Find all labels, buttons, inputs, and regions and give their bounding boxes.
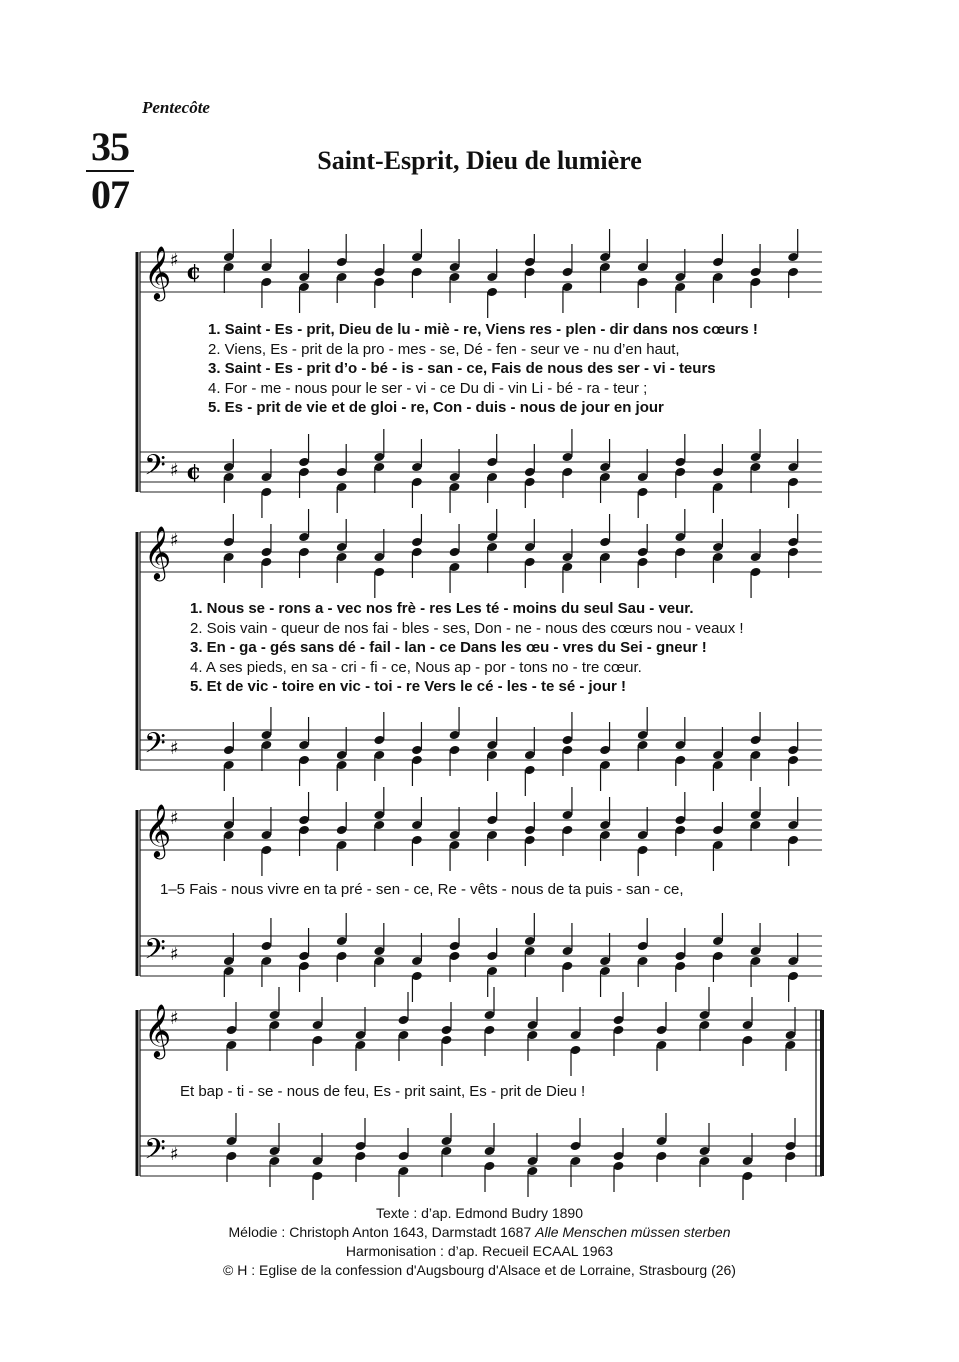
verse-line: 5. Et de vic - toire en vic - toi - re Vers le cé - les - te sé - jour ! (190, 678, 626, 696)
key-sharp: ♯ (170, 530, 179, 551)
key-sharp: ♯ (170, 460, 179, 481)
treble-clef: 𝄞 (144, 245, 172, 299)
bass-clef: 𝄢 (144, 727, 166, 767)
time-signature: ¢ (186, 259, 202, 285)
credit-melody-title: Alle Menschen müssen sterben (535, 1224, 731, 1240)
credit-text: Texte : d’ap. Edmond Budry 1890 (375, 1205, 584, 1221)
credits (0, 1204, 959, 1280)
key-sharp: ♯ (170, 1144, 179, 1165)
season-label: Pentecôte (142, 98, 210, 117)
treble-clef: 𝄞 (144, 803, 172, 857)
verse-line: 4. A ses pieds, en sa - cri - fi - ce, Nous ap - por - tons no - tre cœur. (190, 658, 642, 676)
verse-line: 5. Es - prit de vie et de gloi - re, Con - duis - nous de jour en jour (208, 399, 664, 417)
refrain-line-1: 1–5 Fais - nous vivre en ta pré - sen - ce, Re - vêts - nous de ta puis - san - ce, (160, 881, 684, 898)
key-sharp: ♯ (170, 250, 179, 271)
credit-melody-line (0, 1223, 959, 1242)
refrain-line-2: Et bap - ti - se - nous de feu, Es - prit saint, Es - prit de Dieu ! (180, 1083, 586, 1100)
verses-system-2 (190, 599, 744, 697)
credit-melody: Mélodie : Christoph Anton 1643, Darmstadt 1687 (228, 1224, 532, 1240)
credit-harmony: Harmonisation : d’ap. Recueil ECAAL 1963 (345, 1243, 614, 1259)
verses-system-1 (208, 320, 758, 418)
hymn-number-top: 35 (91, 124, 129, 169)
bass-clef: 𝄢 (144, 933, 166, 973)
verse-line: 1. Nous se - rons a - vec nos frè - res Les té - moins du seul Sau - veur. (190, 600, 694, 617)
verse-line: 2. Sois vain - queur de nos fai - bles - ses, Don - ne - nous des cœurs nou - veaux ! (190, 619, 744, 637)
verse-line: 1. Saint - Es - prit, Dieu de lu - miè - re, Viens res - plen - dir dans nos cœurs ! (208, 321, 758, 338)
hymn-number-bottom: 07 (91, 172, 129, 217)
key-sharp: ♯ (170, 944, 179, 965)
verse-line: 3. En - ga - gés sans dé - fail - lan - ce Dans les œu - vres du Sei - gneur ! (190, 639, 707, 657)
hymn-title: Saint-Esprit, Dieu de lumière (317, 146, 642, 175)
time-signature: ¢ (186, 459, 202, 485)
bass-clef: 𝄢 (144, 1133, 166, 1173)
verse-line: 4. For - me - nous pour le ser - vi - ce Du di - vin Li - bé - ra - teur ; (208, 379, 648, 397)
bass-clef: 𝄢 (144, 449, 166, 489)
treble-clef: 𝄞 (144, 525, 172, 579)
key-sharp: ♯ (170, 1008, 179, 1029)
key-sharp: ♯ (170, 808, 179, 829)
treble-clef: 𝄞 (144, 1003, 172, 1057)
verse-line: 3. Saint - Es - prit d’o - bé - is - san - ce, Fais de nous des ser - vi - teurs (208, 360, 716, 378)
key-sharp: ♯ (170, 738, 179, 759)
credit-copyright: © H : Eglise de la confession d'Augsbourg d'Alsace et de Lorraine, Strasbourg (26) (223, 1262, 736, 1278)
verse-line: 2. Viens, Es - prit de la pro - mes - se, Dé - fen - seur ve - nu d’en haut, (208, 340, 680, 358)
